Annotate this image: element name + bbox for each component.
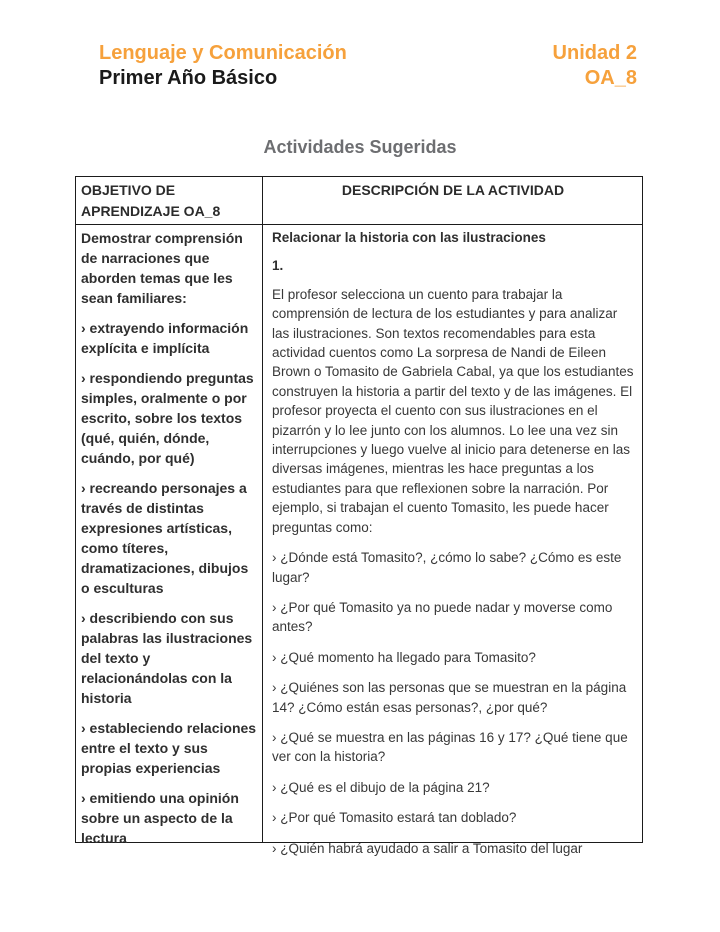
unit-label: Unidad 2: [552, 42, 637, 64]
objective-bullet-list: [81, 318, 258, 848]
column-header-objective: OBJETIVO DE APRENDIZAJE OA_8: [81, 182, 221, 219]
activity-question: › ¿Quién habrá ayudado a salir a Tomasito del lugar: [272, 840, 583, 856]
objective-bullet: › recreando personajes a través de distintas expresiones artísticas, como títeres, dramatizaciones, dibujos o esculturas: [81, 480, 249, 596]
objective-bullet: › respondiendo preguntas simples, oralmente o por escrito, sobre los textos (qué, quién, dónde, cuándo, por qué): [81, 370, 254, 466]
activity-question: › ¿Por qué Tomasito ya no puede nadar y moverse como antes?: [272, 599, 613, 635]
activity-heading: Relacionar la historia con las ilustraciones: [272, 230, 546, 245]
document-header-right: [553, 41, 637, 91]
activity-question: › ¿Dónde está Tomasito?, ¿cómo lo sabe? ¿Cómo es este lugar?: [272, 550, 622, 585]
objective-intro: Demostrar comprensión de narraciones que aborden temas que les sean familiares:: [81, 230, 243, 306]
objective-bullet: › extrayendo información explícita e implícita: [81, 320, 249, 356]
grade-subtitle: Primer Año Básico: [99, 67, 278, 89]
activity-question: › ¿Por qué Tomasito estará tan doblado?: [272, 810, 517, 826]
activity-cell: [263, 225, 642, 856]
objective-bullet: › estableciendo relaciones entre el texto y sus propias experiencias: [81, 720, 257, 776]
activity-description: El profesor selecciona un cuento para trabajar la comprensión de lectura de los estudiantes y para analizar las ilustraciones. Son textos recomendables para esta actividad cuentos como La sorpresa de Nandi de Eileen Brown o Tomasito de Gabriela Cabal, ya que los estudiantes construyen la historia a partir del texto y de las imágenes. El profesor proyecta el cuento con sus ilustraciones en el pizarrón y lo lee junto con los alumnos. Lo lee una vez sin interrupciones y luego vuelve al inicio para detenerse en las diversas imágenes, mientras les hace preguntas a los estudiantes para que reflexionen sobre la narración. Por ejemplo, si trabajan el cuento Tomasito, les puede hacer preguntas como:: [272, 286, 634, 535]
activity-question: › ¿Qué momento ha llegado para Tomasito?: [272, 649, 536, 665]
activity-question: › ¿Qué se muestra en las páginas 16 y 17? ¿Qué tiene que ver con la historia?: [272, 729, 628, 765]
objective-bullet: › emitiendo una opinión sobre un aspecto de la lectura: [81, 790, 239, 846]
oa-code-label: OA_8: [584, 67, 637, 89]
objective-cell: [76, 225, 263, 846]
document-header-left: [99, 41, 347, 91]
page-title: Actividades Sugeridas: [263, 137, 457, 157]
subject-title: Lenguaje y Comunicación: [99, 42, 347, 64]
column-header-description-cell: [263, 177, 642, 224]
activity-question-list: [272, 548, 634, 858]
column-header-objective-cell: [76, 177, 263, 224]
activity-question: › ¿Quiénes son las personas que se muestran en la página 14? ¿Cómo están esas personas?, ¿por qué?: [272, 680, 627, 715]
activity-number: 1.: [272, 258, 284, 274]
table-header-row: [76, 177, 642, 225]
column-header-description: DESCRIPCIÓN DE LA ACTIVIDAD: [341, 182, 565, 198]
suggested-activities-table: [75, 176, 643, 856]
objective-bullet: › describiendo con sus palabras las ilustraciones del texto y relacionándolas con la historia: [81, 610, 253, 706]
table-body-row: [76, 225, 642, 856]
activity-question: › ¿Qué es el dibujo de la página 21?: [272, 779, 490, 795]
